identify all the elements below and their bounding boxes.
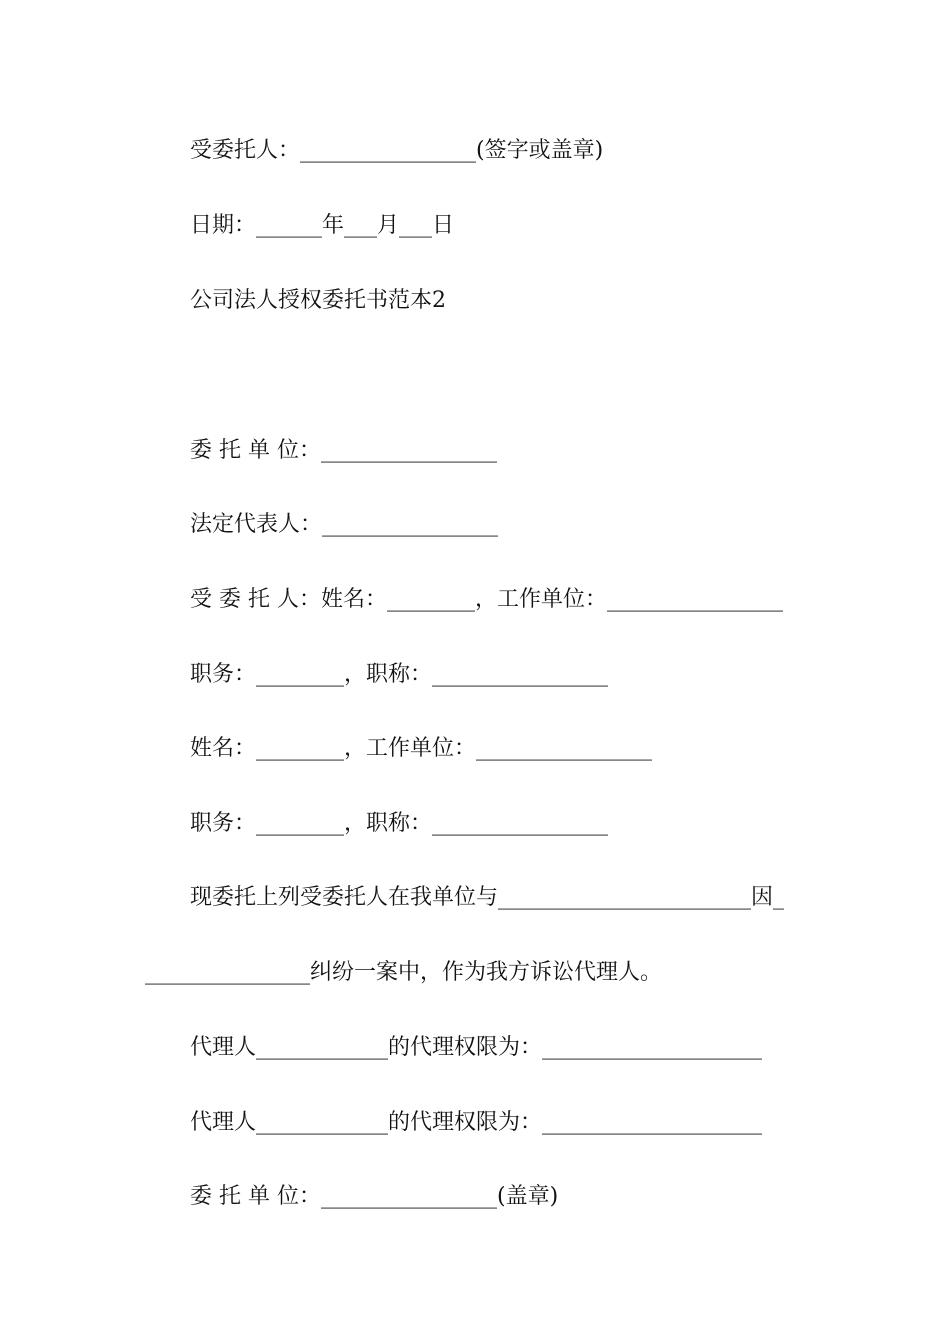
legal-representative-line: 法定代表人：________________ bbox=[190, 512, 499, 537]
entrustment-statement-line: 现委托上列受委托人在我单位与_______________________因_ bbox=[190, 885, 785, 910]
position-title-line-2: 职务：________，职称：________________ bbox=[190, 811, 609, 836]
entrusting-unit-seal-line: 委 托 单 位：________________(盖章) bbox=[190, 1184, 559, 1209]
agent-authority-line-1: 代理人____________的代理权限为：____________________ bbox=[190, 1035, 763, 1060]
name-workplace-line: 姓名：________，工作单位：________________ bbox=[190, 736, 653, 761]
agent-authority-line-2: 代理人____________的代理权限为：____________________ bbox=[190, 1110, 763, 1135]
section-title: 公司法人授权委托书范本2 bbox=[190, 288, 446, 313]
position-title-line-1: 职务：________，职称：________________ bbox=[190, 662, 609, 687]
date-line: 日期：______年___月___日 bbox=[190, 213, 455, 238]
entrustment-statement-continuation: _______________纠纷一案中，作为我方诉讼代理人。 bbox=[145, 960, 663, 985]
entrusting-unit-line: 委 托 单 位：________________ bbox=[190, 438, 497, 463]
trustee-name-workplace-line: 受 委 托 人：姓名：________，工作单位：________________ bbox=[190, 587, 783, 612]
trustee-signature-line: 受委托人：________________(签字或盖章) bbox=[190, 138, 604, 163]
